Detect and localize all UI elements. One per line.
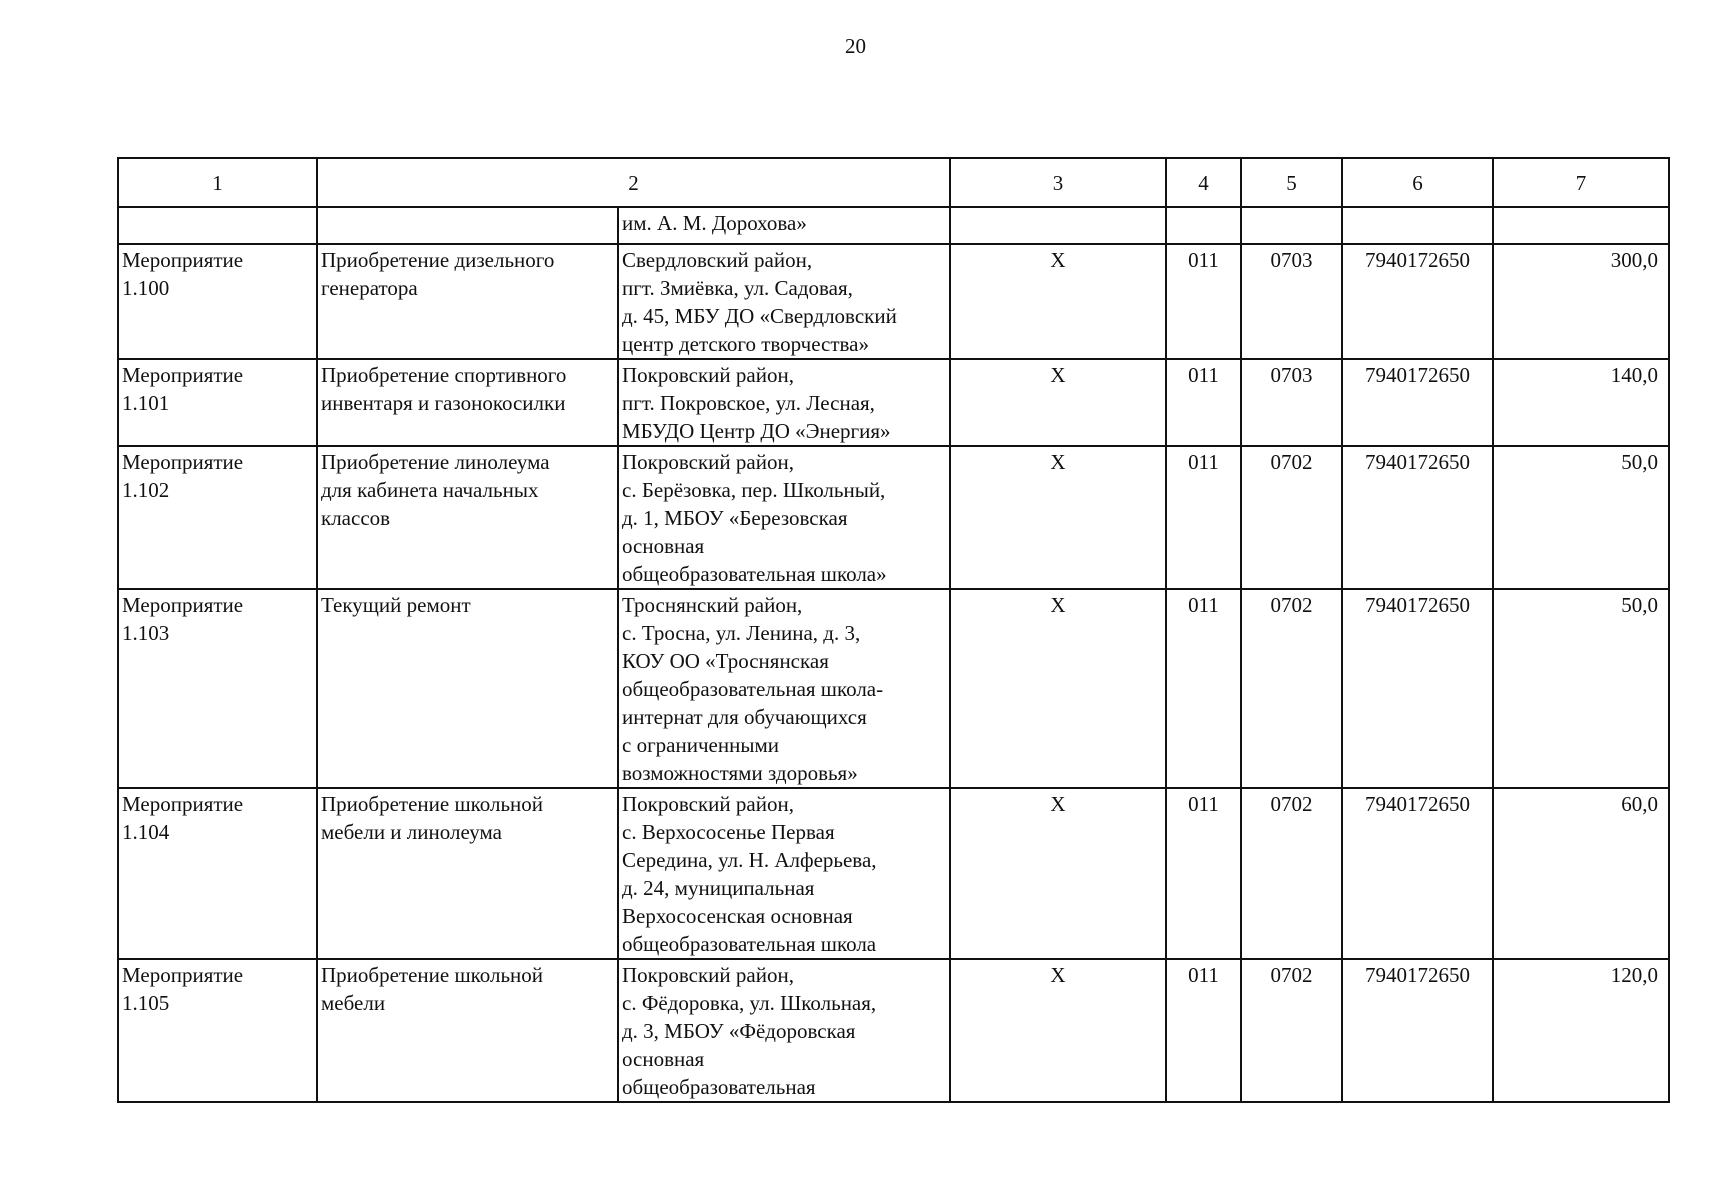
cell-col6: 7940172650	[1342, 446, 1493, 589]
cell-description: Приобретение школьной мебели	[317, 959, 618, 1102]
cell-col3: Х	[950, 446, 1166, 589]
cell-description: Приобретение дизельного генератора	[317, 244, 618, 359]
cell-col6: 7940172650	[1342, 788, 1493, 959]
cell-col3	[950, 207, 1166, 244]
header-col-6: 6	[1342, 158, 1493, 207]
table-row	[118, 788, 1669, 959]
cell-col4: 011	[1166, 589, 1241, 788]
cell-col7: 50,0	[1493, 446, 1669, 589]
table-row	[118, 589, 1669, 788]
cell-col7: 120,0	[1493, 959, 1669, 1102]
cell-event: Мероприятие 1.104	[118, 788, 317, 959]
cell-description: Текущий ремонт	[317, 589, 618, 788]
header-col-3: 3	[950, 158, 1166, 207]
page-number: 20	[845, 34, 866, 58]
cell-col5: 0702	[1241, 446, 1342, 589]
header-col-1: 1	[118, 158, 317, 207]
cell-address: Покровский район, с. Берёзовка, пер. Школьный, д. 1, МБОУ «Березовская основная общеобразовательная школа»	[618, 446, 950, 589]
header-col-4: 4	[1166, 158, 1241, 207]
cell-col5	[1241, 207, 1342, 244]
table-row	[118, 244, 1669, 359]
budget-table	[117, 157, 1670, 1103]
header-col-7: 7	[1493, 158, 1669, 207]
cell-event: Мероприятие 1.100	[118, 244, 317, 359]
cell-address: Свердловский район, пгт. Змиёвка, ул. Садовая, д. 45, МБУ ДО «Свердловский центр детского творчества»	[618, 244, 950, 359]
cell-col4: 011	[1166, 788, 1241, 959]
cell-col4: 011	[1166, 959, 1241, 1102]
cell-col7	[1493, 207, 1669, 244]
cell-col4	[1166, 207, 1241, 244]
cell-col7: 140,0	[1493, 359, 1669, 446]
cell-description: Приобретение школьной мебели и линолеума	[317, 788, 618, 959]
cell-col5: 0703	[1241, 244, 1342, 359]
cell-col6: 7940172650	[1342, 359, 1493, 446]
cell-description	[317, 207, 618, 244]
cell-col5: 0702	[1241, 959, 1342, 1102]
cell-col6: 7940172650	[1342, 244, 1493, 359]
cell-event: Мероприятие 1.103	[118, 589, 317, 788]
cell-description: Приобретение спортивного инвентаря и газонокосилки	[317, 359, 618, 446]
cell-col4: 011	[1166, 244, 1241, 359]
cell-address: им. А. М. Дорохова»	[618, 207, 950, 244]
cell-col7: 60,0	[1493, 788, 1669, 959]
cell-col5: 0702	[1241, 589, 1342, 788]
cell-col6: 7940172650	[1342, 959, 1493, 1102]
cell-col3: Х	[950, 959, 1166, 1102]
cell-col3: Х	[950, 589, 1166, 788]
cell-col5: 0702	[1241, 788, 1342, 959]
cell-col5: 0703	[1241, 359, 1342, 446]
cell-event	[118, 207, 317, 244]
header-col-5: 5	[1241, 158, 1342, 207]
cell-event: Мероприятие 1.101	[118, 359, 317, 446]
cell-col4: 011	[1166, 359, 1241, 446]
table-row	[118, 359, 1669, 446]
table-row	[118, 959, 1669, 1102]
cell-col4: 011	[1166, 446, 1241, 589]
cell-col3: Х	[950, 359, 1166, 446]
cell-col3: Х	[950, 244, 1166, 359]
cell-description: Приобретение линолеума для кабинета начальных классов	[317, 446, 618, 589]
table-header	[118, 158, 1669, 207]
cell-event: Мероприятие 1.105	[118, 959, 317, 1102]
cell-col7: 50,0	[1493, 589, 1669, 788]
cell-address: Покровский район, с. Фёдоровка, ул. Школьная, д. 3, МБОУ «Фёдоровская основная общеобразовательная	[618, 959, 950, 1102]
cell-col6: 7940172650	[1342, 589, 1493, 788]
cell-address: Покровский район, пгт. Покровское, ул. Лесная, МБУДО Центр ДО «Энергия»	[618, 359, 950, 446]
continuation-row	[118, 207, 1669, 244]
cell-col3: Х	[950, 788, 1166, 959]
cell-col6	[1342, 207, 1493, 244]
cell-col7: 300,0	[1493, 244, 1669, 359]
header-col-2: 2	[317, 158, 950, 207]
cell-event: Мероприятие 1.102	[118, 446, 317, 589]
table-row	[118, 446, 1669, 589]
cell-address: Покровский район, с. Верхососенье Первая Середина, ул. Н. Алферьева, д. 24, муниципальная Верхососенская основная общеобразовательная школа	[618, 788, 950, 959]
cell-address: Троснянский район, с. Тросна, ул. Ленина, д. 3, КОУ ОО «Троснянская общеобразовательная школа- интернат для обучающихся с ограниченными возможностями здоровья»	[618, 589, 950, 788]
